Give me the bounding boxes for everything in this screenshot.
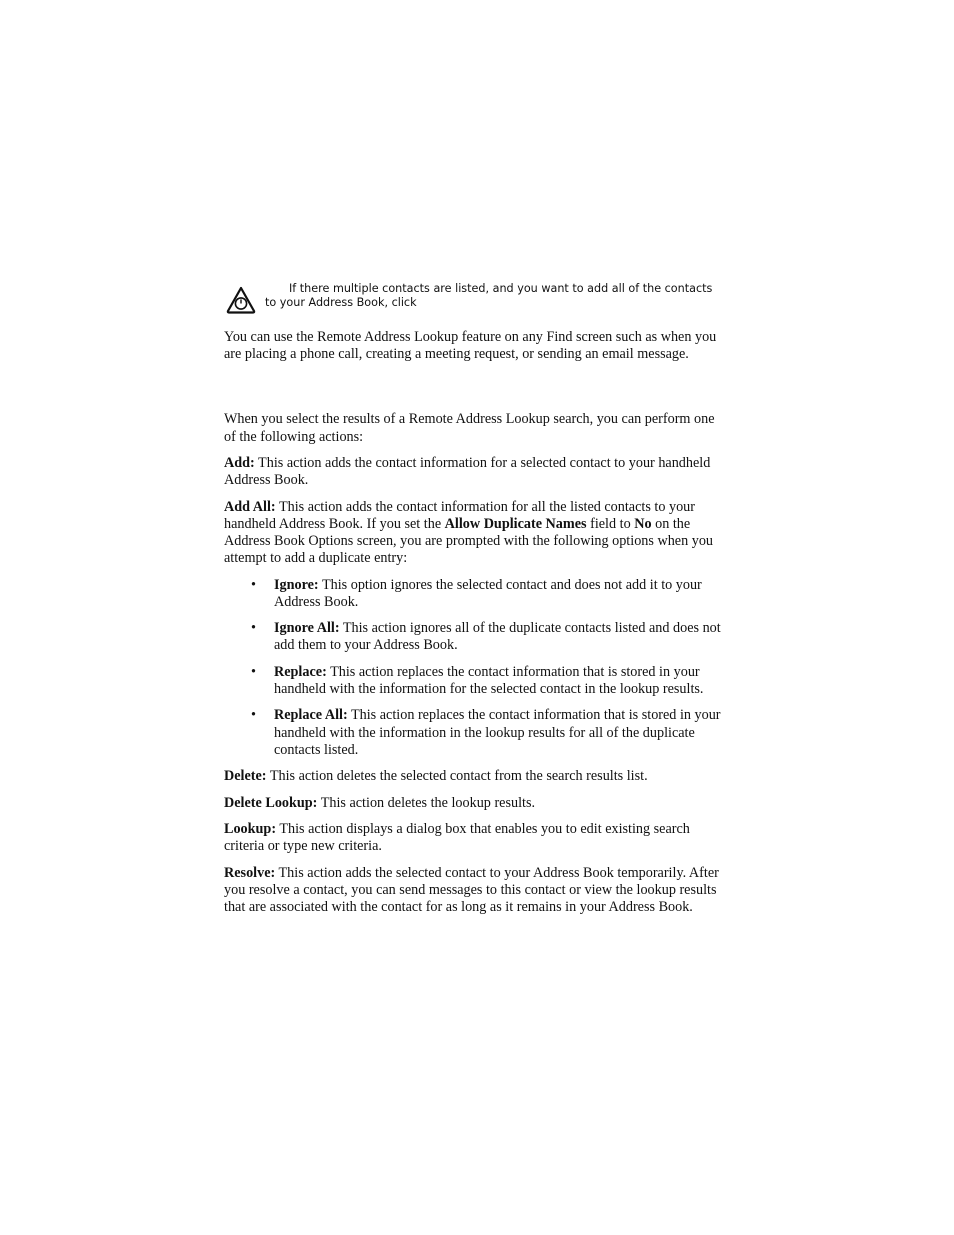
delete-action <box>224 768 728 785</box>
resolve-desc: This action adds the selected contact to your Address Book temporarily. After you resolve a contact, you can send messages to this contact or view the lookup results that are associated with the contact for as long as it remains in your Address Book. <box>224 864 719 915</box>
option-term: Ignore All: <box>274 620 340 637</box>
add-all-desc-3: on the Address Book Options screen, you are prompted with the following options when you attempt to add a duplicate entry: <box>224 515 714 567</box>
add-all-term: Add All: <box>224 498 276 515</box>
delete-term: Delete: <box>224 768 267 785</box>
delete-lookup-action <box>224 795 728 812</box>
delete-lookup-desc: This action deletes the lookup results. <box>317 794 536 811</box>
add-desc: This action adds the contact information for a selected contact to your handheld Address Book. <box>224 455 711 489</box>
main-content <box>224 329 728 925</box>
note-text: If there multiple contacts are listed, and you want to add all of the contacts to your Address Book, click <box>265 282 713 309</box>
no-value: No <box>634 515 652 532</box>
add-all-action <box>224 499 728 568</box>
actions-lead-paragraph: When you select the results of a Remote Address Lookup search, you can perform one of the following actions: <box>224 411 715 445</box>
option-desc: This action ignores all of the duplicate contacts listed and does not add them to your Address Book. <box>274 620 721 654</box>
allow-duplicate-names-field: Allow Duplicate Names <box>444 515 587 532</box>
option-desc: This action replaces the contact information that is stored in your handheld with the information in the lookup results for all of the duplicate contacts listed. <box>274 707 721 758</box>
lookup-term: Lookup: <box>224 820 277 837</box>
option-term: Replace: <box>274 663 327 680</box>
lookup-action <box>224 821 728 855</box>
resolve-term: Resolve: <box>224 864 276 881</box>
warning-triangle-clock-icon <box>226 286 256 314</box>
option-desc: This action replaces the contact information that is stored in your handheld with the information for the selected contact in the lookup results. <box>274 663 704 697</box>
option-term: Replace All: <box>274 707 348 724</box>
resolve-action <box>224 865 728 917</box>
list-item <box>224 707 728 759</box>
add-all-desc-1: This action adds the contact information for all the listed contacts to your handheld Address Book. If you set the <box>224 498 695 532</box>
option-desc: This option ignores the selected contact and does not add it to your Address Book. <box>274 576 702 610</box>
list-item <box>224 664 728 698</box>
intro-paragraph: You can use the Remote Address Lookup feature on any Find screen such as when you are placing a phone call, creating a meeting request, or sending an email message. <box>224 329 717 363</box>
add-action <box>224 455 728 489</box>
list-item <box>224 620 728 654</box>
option-term: Ignore: <box>274 576 319 593</box>
delete-lookup-term: Delete Lookup: <box>224 794 318 811</box>
delete-desc: This action deletes the selected contact from the search results list. <box>266 768 648 785</box>
list-item <box>224 577 728 611</box>
duplicate-options-list <box>224 577 728 759</box>
add-all-desc-2: field to <box>586 515 635 532</box>
lookup-desc: This action displays a dialog box that enables you to edit existing search criteria or type new criteria. <box>224 820 690 855</box>
add-term: Add: <box>224 455 255 471</box>
note-box <box>226 282 726 316</box>
